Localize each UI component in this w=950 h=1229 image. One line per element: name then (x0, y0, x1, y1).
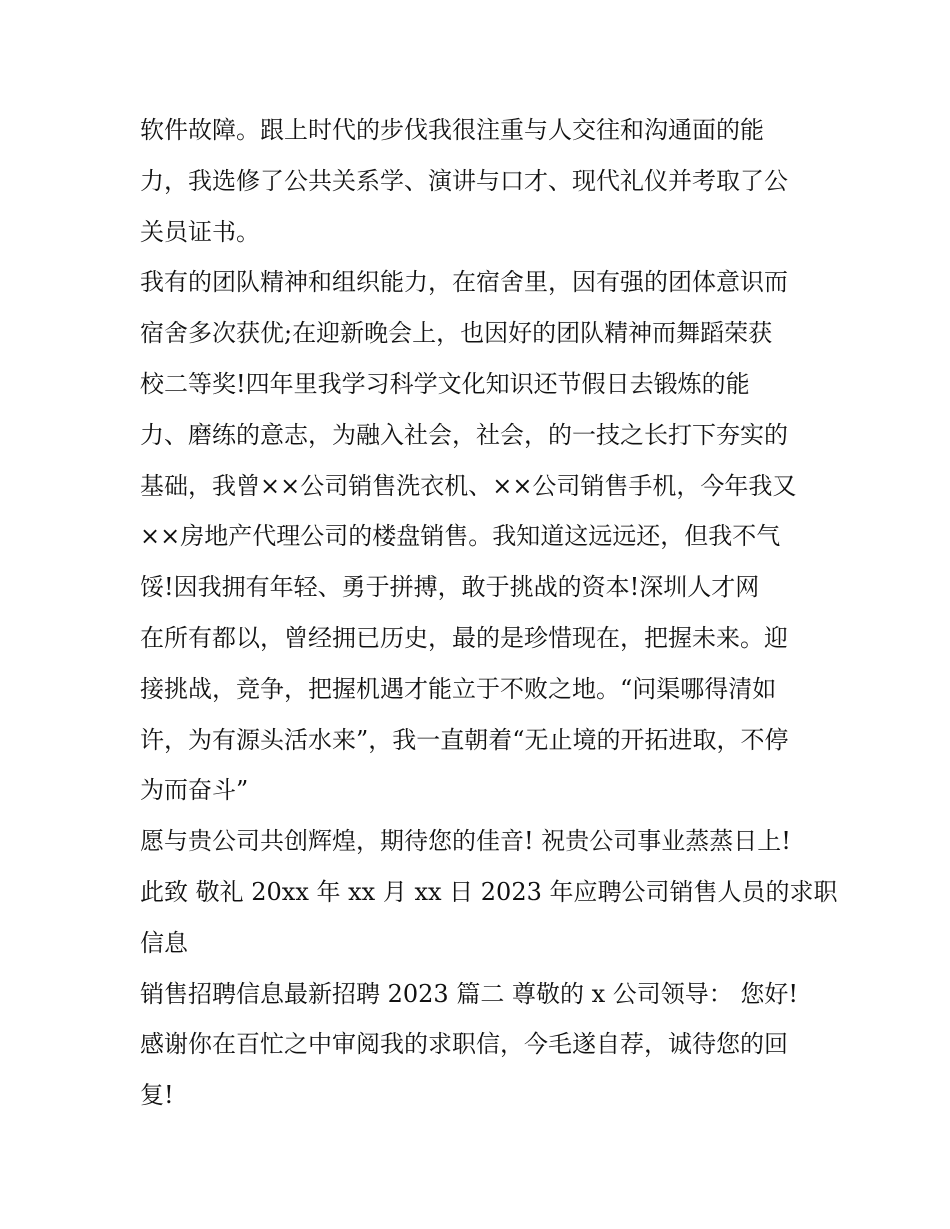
text-line: 信息 (140, 928, 188, 957)
text-line: 许，为有源头活水来”，我一直朝着“无止境的开拓进取，不停 (140, 725, 789, 754)
text-line: 力，我选修了公共关系学、演讲与口才、现代礼仪并考取了公 (140, 166, 788, 195)
document-body (140, 105, 838, 1121)
text-line: 力、磨练的意志，为融入社会，社会，的一技之长打下夯实的 (140, 420, 788, 449)
text-line: 宿舍多次获优;在迎新晚会上，也因好的团队精神而舞蹈荣获 (140, 319, 773, 348)
text-line: 复! (140, 1081, 174, 1110)
text-line: 关员证书。 (140, 217, 260, 246)
text-line: 馁!因我拥有年轻、勇于拼搏，敢于挑战的资本!深圳人才网 (140, 573, 760, 602)
text-line: 感谢你在百忙之中审阅我的求职信，今毛遂自荐，诚待您的回 (140, 1030, 788, 1059)
text-line: 软件故障。跟上时代的步伐我很注重与人交往和沟通面的能 (140, 116, 764, 144)
text-line: 为而奋斗” (140, 776, 249, 805)
text-line: ××房地产代理公司的楼盘销售。我知道这远远还，但我不气 (140, 522, 781, 551)
text-line: 在所有都以，曾经拥已历史，最的是珍惜现在，把握未来。迎 (140, 623, 788, 652)
text-line: 销售招聘信息最新招聘 2023 篇二 尊敬的 x 公司领导： 您好! (140, 979, 799, 1008)
text-line: 我有的团队精神和组织能力，在宿舍里，因有强的团体意识而 (140, 268, 788, 297)
text-line: 基础，我曾××公司销售洗衣机、××公司销售手机，今年我又 (140, 471, 797, 500)
text-line: 愿与贵公司共创辉煌，期待您的佳音! 祝贵公司事业蒸蒸日上! (140, 827, 791, 856)
text-line: 校二等奖!四年里我学习科学文化知识还节假日去锻炼的能 (140, 369, 750, 398)
text-line: 接挑战，竞争，把握机遇才能立于不败之地。“问渠哪得清如 (140, 674, 777, 703)
text-line: 此致 敬礼 20xx 年 xx 月 xx 日 2023 年应聘公司销售人员的求职 (140, 877, 838, 906)
